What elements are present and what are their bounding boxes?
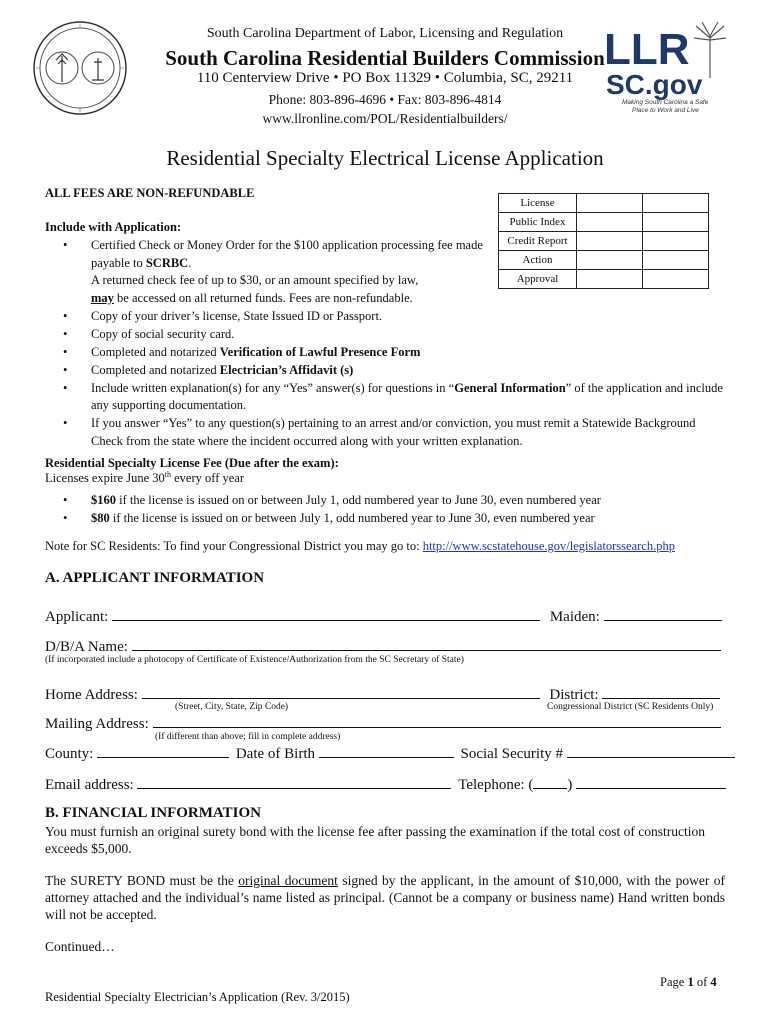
ssn-label: Social Security # xyxy=(460,746,563,762)
county-row xyxy=(45,743,735,763)
list-item: • Completed and notarized Electrician’s Affidavit (s) xyxy=(45,362,725,380)
requirements-list xyxy=(45,237,725,451)
mailing-address-input[interactable] xyxy=(153,713,721,728)
dob-input[interactable] xyxy=(319,743,454,758)
bullet-icon: • xyxy=(63,326,68,341)
list-item: • Certified Check or Money Order for the $100 application processing fee made payable to SCRBC. A returned check fee of up to $30, or an amount specified by law, may be accessed on all returned funds. Fees are non-refundable. xyxy=(63,238,483,305)
commission-name: South Carolina Residential Builders Commission xyxy=(165,46,605,70)
maiden-input[interactable] xyxy=(604,606,722,621)
surety-bond-paragraph-1: You must furnish an original surety bond with the license fee after passing the examination if the total cost of construction exceeds $5,000. xyxy=(45,824,705,856)
office-row-approval: Approval xyxy=(499,270,577,289)
section-b-heading: B. FINANCIAL INFORMATION xyxy=(45,805,261,821)
home-address-label: Home Address: xyxy=(45,687,138,703)
state-seal xyxy=(32,20,128,116)
fees-notice: ALL FEES ARE NON-REFUNDABLE xyxy=(45,186,255,200)
dba-note: (If incorporated include a photocopy of Certificate of Existence/Authorization from the SC Secretary of State) xyxy=(45,655,464,665)
continued-text: Continued… xyxy=(45,939,115,954)
district-note: Note for SC Residents: To find your Congressional District you may go to: http://www.scstatehouse.gov/legislatorssearch.php xyxy=(45,539,675,553)
dob-label: Date of Birth xyxy=(235,746,315,762)
bullet-icon: • xyxy=(63,238,68,252)
county-label: County: xyxy=(45,746,94,762)
list-item: • If you answer “Yes” to any question(s) pertaining to an arrest and/or conviction, you must remit a Statewide Background Check from the state where the incident occurred along with your written explanation. xyxy=(63,416,696,448)
mailing-address-label: Mailing Address: xyxy=(45,716,149,732)
district-note-small: Congressional District (SC Residents Only) xyxy=(547,702,714,712)
dba-row xyxy=(45,636,721,656)
commission-website: www.llronline.com/POL/Residentialbuilders/ xyxy=(262,111,508,126)
office-box[interactable] xyxy=(643,194,709,213)
office-box[interactable] xyxy=(643,213,709,232)
email-row xyxy=(45,774,726,794)
telephone-input[interactable] xyxy=(576,774,726,789)
form-title: Residential Specialty Electrical License Application xyxy=(166,146,604,170)
office-row-public-index: Public Index xyxy=(499,213,577,232)
commission-phone-fax: Phone: 803-896-4696 • Fax: 803-896-4814 xyxy=(268,92,502,107)
area-code-input[interactable] xyxy=(533,774,567,789)
fee-heading: Residential Specialty License Fee (Due after the exam): xyxy=(45,456,339,470)
page-number: Page 1 of 4 xyxy=(660,975,717,989)
commission-address: 110 Centerview Drive • PO Box 11329 • Columbia, SC, 29211 xyxy=(196,70,574,86)
fee-list xyxy=(45,492,725,527)
applicant-label: Applicant: xyxy=(45,609,109,625)
list-item: • $160 if the license is issued on or between July 1, odd numbered year to June 30, even numbered year xyxy=(45,492,725,510)
section-a-heading: A. APPLICANT INFORMATION xyxy=(45,570,265,586)
office-box[interactable] xyxy=(577,213,643,232)
dba-label: D/B/A Name: xyxy=(45,639,128,655)
district-label: District: xyxy=(549,687,599,703)
license-expiration: Licenses expire June 30th every off year xyxy=(45,470,244,486)
bullet-icon: • xyxy=(63,493,68,507)
list-item: • Include written explanation(s) for any “Yes” answer(s) for questions in “General Information” of the application and include any supporting documentation. xyxy=(63,380,723,412)
list-item: • Copy of social security card. xyxy=(45,326,725,344)
telephone-close: ) xyxy=(567,777,573,793)
maiden-label: Maiden: xyxy=(549,609,600,625)
surety-bond-paragraph-2: The SURETY BOND must be the original document signed by the applicant, in the amount of $10,000, with the power of attorney attached and the individual’s name listed as principal. (Cannot be a company or business name) Hand written bonds will not be accepted. xyxy=(45,873,725,922)
mailing-address-note: (If different than above; fill in complete address) xyxy=(155,732,341,742)
home-address-note: (Street, City, State, Zip Code) xyxy=(175,702,289,712)
office-table-header: License xyxy=(499,194,577,213)
list-item: • Copy of your driver’s license, State Issued ID or Passport. xyxy=(45,308,725,326)
home-address-row xyxy=(45,684,720,704)
logo-llr-text: LLR xyxy=(604,25,690,74)
dba-input[interactable] xyxy=(132,636,721,651)
mailing-address-row xyxy=(45,713,721,733)
bullet-icon: • xyxy=(63,416,68,430)
list-item: • $80 if the license is issued on or between July 1, odd numbered year to June 30, even numbered year xyxy=(45,510,725,528)
home-address-input[interactable] xyxy=(142,684,540,699)
llr-logo xyxy=(598,18,730,114)
bullet-icon: • xyxy=(63,510,68,525)
list-item: • Completed and notarized Verification of Lawful Presence Form xyxy=(45,344,725,362)
applicant-row xyxy=(45,606,722,626)
office-box[interactable] xyxy=(577,194,643,213)
form-revision: Residential Specialty Electrician’s Application (Rev. 3/2015) xyxy=(45,990,350,1004)
bullet-icon: • xyxy=(63,308,68,323)
telephone-label: Telephone: ( xyxy=(458,777,534,793)
office-row-credit-report: Credit Report xyxy=(499,232,577,251)
email-label: Email address: xyxy=(45,777,134,793)
county-input[interactable] xyxy=(97,743,229,758)
legislator-search-link[interactable]: http://www.scstatehouse.gov/legislatorssearch.php xyxy=(422,539,675,553)
logo-scgov-text: SC.gov xyxy=(606,69,703,100)
ssn-input[interactable] xyxy=(567,743,735,758)
email-input[interactable] xyxy=(137,774,451,789)
applicant-input[interactable] xyxy=(112,606,540,621)
bullet-icon: • xyxy=(63,362,68,377)
department-name: South Carolina Department of Labor, Licensing and Regulation xyxy=(206,26,564,41)
bullet-icon: • xyxy=(63,380,68,395)
include-heading: Include with Application: xyxy=(45,220,182,234)
logo-tagline-1: Making South Carolina a Safe xyxy=(622,99,709,106)
district-input[interactable] xyxy=(602,684,720,699)
office-row-action: Action xyxy=(499,251,577,270)
bullet-icon: • xyxy=(63,344,68,359)
logo-tagline-2: Place to Work and Live xyxy=(632,107,699,114)
